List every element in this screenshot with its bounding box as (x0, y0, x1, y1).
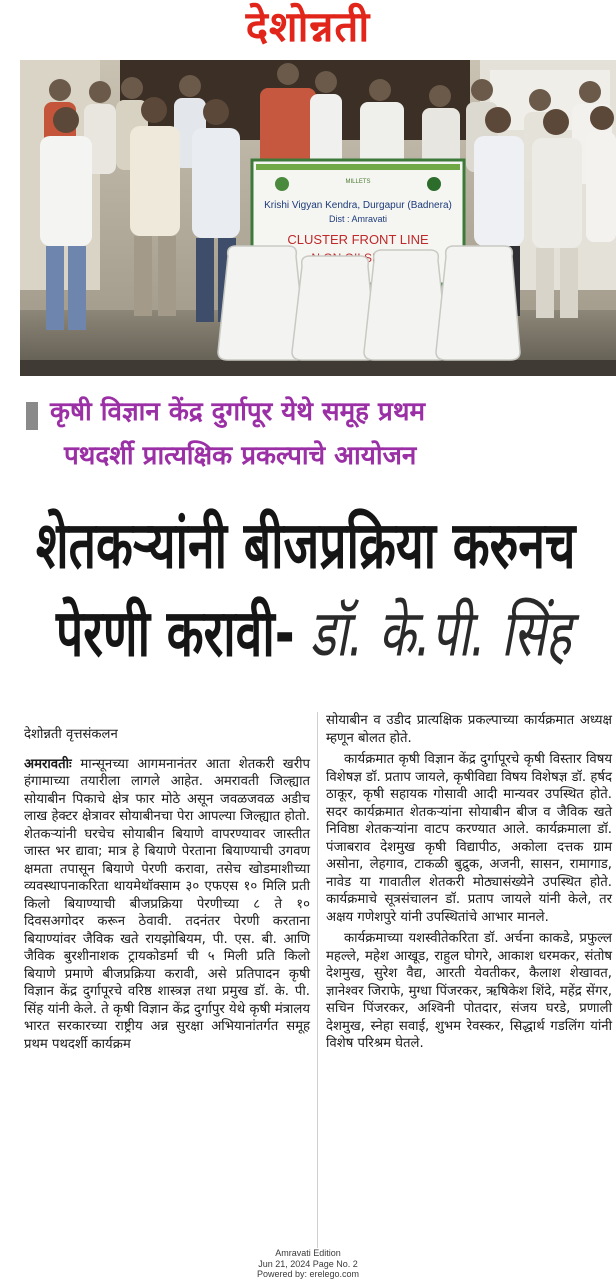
headline-line-2-main: पेरणी करावी- (56, 596, 295, 672)
millets-logo-text: MILLETS (345, 179, 371, 185)
headline-author: डॉ. के.पी. सिंह (294, 596, 572, 672)
seed-sack-3 (364, 250, 448, 360)
main-headline (20, 508, 610, 684)
seed-sack-4 (436, 246, 520, 360)
subhead-marker (26, 402, 38, 430)
edition-date-page: Jun 21, 2024 Page No. 2 (258, 1258, 358, 1269)
banner-line-2: Dist : Amravati (328, 214, 388, 224)
headline-line-1: शेतकऱ्यांनी बीजप्रक्रिया करुनच (36, 508, 576, 584)
banner-line-3: CLUSTER FRONT LINE (287, 232, 429, 247)
byline: देशोन्नती वृत्तसंकलन (24, 727, 118, 742)
seed-sack-2 (292, 256, 376, 360)
banner-line-1: Krishi Vigyan Kendra, Durgapur (Badnera) (264, 200, 452, 211)
article-paragraph-text: मान्सूनच्या आगमनानंतर आता शेतकरी खरीप हंगामाच्या तयारीला लागले आहेत. अमरावती जिल्ह्यात सोयाबीन पिकाचे क्षेत्र फार मोठे असून जवळजवळ अडीच लाख हेक्टर क्षेत्रावर सोयाबीनचा पेरा आपल्या जिल्ह्यात होतो. शेतकऱ्यांनी घरचेच सोयाबीन बियाणे वापरण्यावर जास्तीत जास्त भर द्यावा; मात्र हे बियाणे पेरताना बियाण्याची उगवण क्षमता तपासून बियाणे पेरणी करावा, तसेच खोडमाशीच्या व्यवस्थापनाकरिता थायमेथॉक्साम ३० एफएस १० मिलि प्रती किलो बियाण्याची बीजप्रक्रिया पेरणीच्या ८ ते १० दिवसअगोदर करून ठेवावी. तदनंतर पेरणी करताना बियाण्यांवर जैविक खते रायझोबियम, पी. एस. बी. आणि जैविक बुरशीनाशक ट्रायकोडर्मा ची ५ मिली प्रति किलो बियाणे प्रमाणे बीजप्रक्रिया करावी, असे प्रतिपादन कृषी विज्ञान केंद्र दुर्गापूरचे वरिष्ठ शास्त्रज्ञ तथा प्रमुख डॉ. के. पी. सिंह यांनी केले. ते कृषी विज्ञान केंद्र दुर्गापुर येथे कृषी मंत्रालय भारत सरकारच्या राष्ट्रीय अन्न सुरक्षा अभियानांतर्गत समूह प्रथम पथदर्शी कार्यक्रम (24, 756, 310, 1052)
column-divider (317, 712, 318, 1248)
subhead-line-2: पथदर्शी प्रात्यक्षिक प्रकल्पाचे आयोजन (64, 441, 417, 471)
article-column-right (326, 712, 612, 1252)
powered-by: Powered by: erelego.com (256, 1269, 360, 1279)
article-paragraph (24, 756, 310, 1054)
sub-headline (20, 390, 610, 486)
dateline: अमरावतीः (24, 756, 72, 772)
kvk-logo-icon (275, 177, 289, 191)
edition-footer (200, 1248, 416, 1280)
edition-name: Amravati Edition (275, 1248, 341, 1258)
masthead (0, 0, 616, 56)
article-paragraph: कार्यक्रमात कृषी विज्ञान केंद्र दुर्गापूरचे कृषी विस्तार विषय विशेषज्ञ डॉ. प्रताप जायले, कृषीविद्या विषय विशेषज्ञ डॉ. हर्षद ठाकूर, कृषी सहायक गोसावी आदी मान्यवर उपस्थित होते. सदर कार्यक्रमात शेतकऱ्यांना सोयाबीन बीज व जैविक खते निविष्ठा शेतकऱ्यांना वाटप करण्यात आले. कार्यक्रमाला डॉ. पंजाबराव देशमुख कृषी विद्यापीठ, अकोला दत्तक ग्राम असोना, लेहगाव, टाकळी बुद्रुक, अजनी, सासन, रामागाड, नावेड या गावातील शेतकरी मोठ्यासंख्येने उपस्थित होते. कार्यक्रमाचे सूत्रसंचालन डॉ. प्रताप जायले यांनी केले, तर अक्षय गणेशपुरे यांनी उपस्थितांचे आभार मानले. (326, 752, 612, 925)
icar-logo-icon (427, 177, 441, 191)
article-paragraph: सोयाबीन व उडीद प्रात्यक्षिक प्रकल्पाच्या कार्यक्रमात अध्यक्ष म्हणून बोलत होते. (326, 713, 612, 746)
news-photo (20, 60, 616, 376)
farmers-group-photo (20, 60, 616, 376)
article-column-left (24, 726, 310, 1252)
subhead-line-1: कृषी विज्ञान केंद्र दुर्गापूर येथे समूह प्रथम (50, 397, 425, 427)
newspaper-logo: देशोन्नती (245, 2, 371, 51)
headline-line-2 (56, 583, 571, 686)
article-paragraph: कार्यक्रमाच्या यशस्वीतेकरिता डॉ. अर्चना काकडे, प्रफुल्ल महल्ले, महेश आखूड, राहुल घोगरे, आकाश धरमकर, संतोष देशमुख, सुरेश वैद्य, आरती येवतीकर, कैलाश शेखावत, ज्ञानेश्वर जिराफे, मुग्धा पिंजरकर, ऋषिकेश शिंदे, महेंद्र सेंगर, सचिन पिंजरकर, अश्विनी पोतदार, संजय घरडे, प्रणाली देशमुख, स्नेहा सवाई, शुभम रेवस्कर, सिद्धार्थ गडलिंग यांनी विशेष परिश्रम घेतले. (326, 931, 612, 1051)
